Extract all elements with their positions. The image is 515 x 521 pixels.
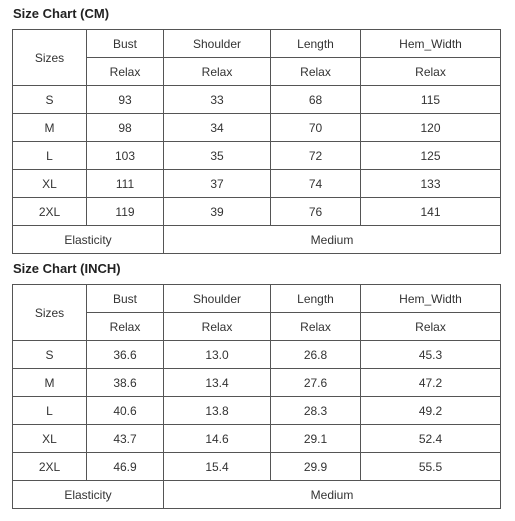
length-cell: 26.8 (271, 341, 361, 369)
length-cell: 76 (271, 198, 361, 226)
hem-width-header: Hem_Width (361, 285, 501, 313)
size-cell: L (13, 142, 87, 170)
header-row (13, 30, 501, 58)
size-cell: L (13, 397, 87, 425)
fit-cell: Relax (271, 313, 361, 341)
shoulder-cell: 35 (164, 142, 271, 170)
shoulder-cell: 37 (164, 170, 271, 198)
size-cell: 2XL (13, 198, 87, 226)
size-cell: XL (13, 170, 87, 198)
size-cell: M (13, 369, 87, 397)
elasticity-row (13, 481, 501, 509)
length-header: Length (271, 30, 361, 58)
bust-cell: 46.9 (87, 453, 164, 481)
fit-cell: Relax (361, 313, 501, 341)
table-row (13, 369, 501, 397)
size-chart-inch-table (12, 284, 501, 509)
bust-header: Bust (87, 285, 164, 313)
hem-width-cell: 49.2 (361, 397, 501, 425)
bust-header: Bust (87, 30, 164, 58)
fit-row (13, 58, 501, 86)
hem-width-cell: 52.4 (361, 425, 501, 453)
elasticity-value: Medium (164, 481, 501, 509)
table-row (13, 114, 501, 142)
shoulder-cell: 39 (164, 198, 271, 226)
shoulder-cell: 34 (164, 114, 271, 142)
length-cell: 29.9 (271, 453, 361, 481)
header-row (13, 285, 501, 313)
fit-cell: Relax (87, 313, 164, 341)
shoulder-cell: 13.8 (164, 397, 271, 425)
size-cell: S (13, 341, 87, 369)
hem-width-cell: 141 (361, 198, 501, 226)
size-chart-cm-table (12, 29, 501, 254)
bust-cell: 40.6 (87, 397, 164, 425)
shoulder-header: Shoulder (164, 30, 271, 58)
fit-cell: Relax (271, 58, 361, 86)
size-cell: 2XL (13, 453, 87, 481)
bust-cell: 38.6 (87, 369, 164, 397)
shoulder-cell: 13.4 (164, 369, 271, 397)
table-row (13, 170, 501, 198)
size-cell: M (13, 114, 87, 142)
fit-cell: Relax (164, 58, 271, 86)
length-cell: 28.3 (271, 397, 361, 425)
bust-cell: 36.6 (87, 341, 164, 369)
hem-width-cell: 125 (361, 142, 501, 170)
bust-cell: 43.7 (87, 425, 164, 453)
bust-cell: 98 (87, 114, 164, 142)
size-cell: S (13, 86, 87, 114)
table-row (13, 142, 501, 170)
table-row (13, 425, 501, 453)
bust-cell: 93 (87, 86, 164, 114)
elasticity-label: Elasticity (13, 481, 164, 509)
hem-width-cell: 55.5 (361, 453, 501, 481)
shoulder-cell: 14.6 (164, 425, 271, 453)
table-row (13, 198, 501, 226)
size-cell: XL (13, 425, 87, 453)
elasticity-value: Medium (164, 226, 501, 254)
size-chart-inch-title: Size Chart (INCH) (13, 261, 121, 276)
length-cell: 70 (271, 114, 361, 142)
elasticity-label: Elasticity (13, 226, 164, 254)
fit-cell: Relax (164, 313, 271, 341)
bust-cell: 119 (87, 198, 164, 226)
length-cell: 72 (271, 142, 361, 170)
hem-width-cell: 115 (361, 86, 501, 114)
elasticity-row (13, 226, 501, 254)
hem-width-cell: 133 (361, 170, 501, 198)
table-row (13, 86, 501, 114)
table-row (13, 341, 501, 369)
hem-width-header: Hem_Width (361, 30, 501, 58)
table-row (13, 397, 501, 425)
bust-cell: 103 (87, 142, 164, 170)
hem-width-cell: 45.3 (361, 341, 501, 369)
shoulder-cell: 15.4 (164, 453, 271, 481)
length-cell: 29.1 (271, 425, 361, 453)
fit-cell: Relax (361, 58, 501, 86)
shoulder-header: Shoulder (164, 285, 271, 313)
fit-cell: Relax (87, 58, 164, 86)
table-row (13, 453, 501, 481)
hem-width-cell: 120 (361, 114, 501, 142)
hem-width-cell: 47.2 (361, 369, 501, 397)
length-header: Length (271, 285, 361, 313)
sizes-header: Sizes (13, 30, 87, 86)
size-chart-cm-title: Size Chart (CM) (13, 6, 110, 21)
length-cell: 27.6 (271, 369, 361, 397)
length-cell: 68 (271, 86, 361, 114)
length-cell: 74 (271, 170, 361, 198)
shoulder-cell: 13.0 (164, 341, 271, 369)
fit-row (13, 313, 501, 341)
sizes-header: Sizes (13, 285, 87, 341)
bust-cell: 111 (87, 170, 164, 198)
shoulder-cell: 33 (164, 86, 271, 114)
